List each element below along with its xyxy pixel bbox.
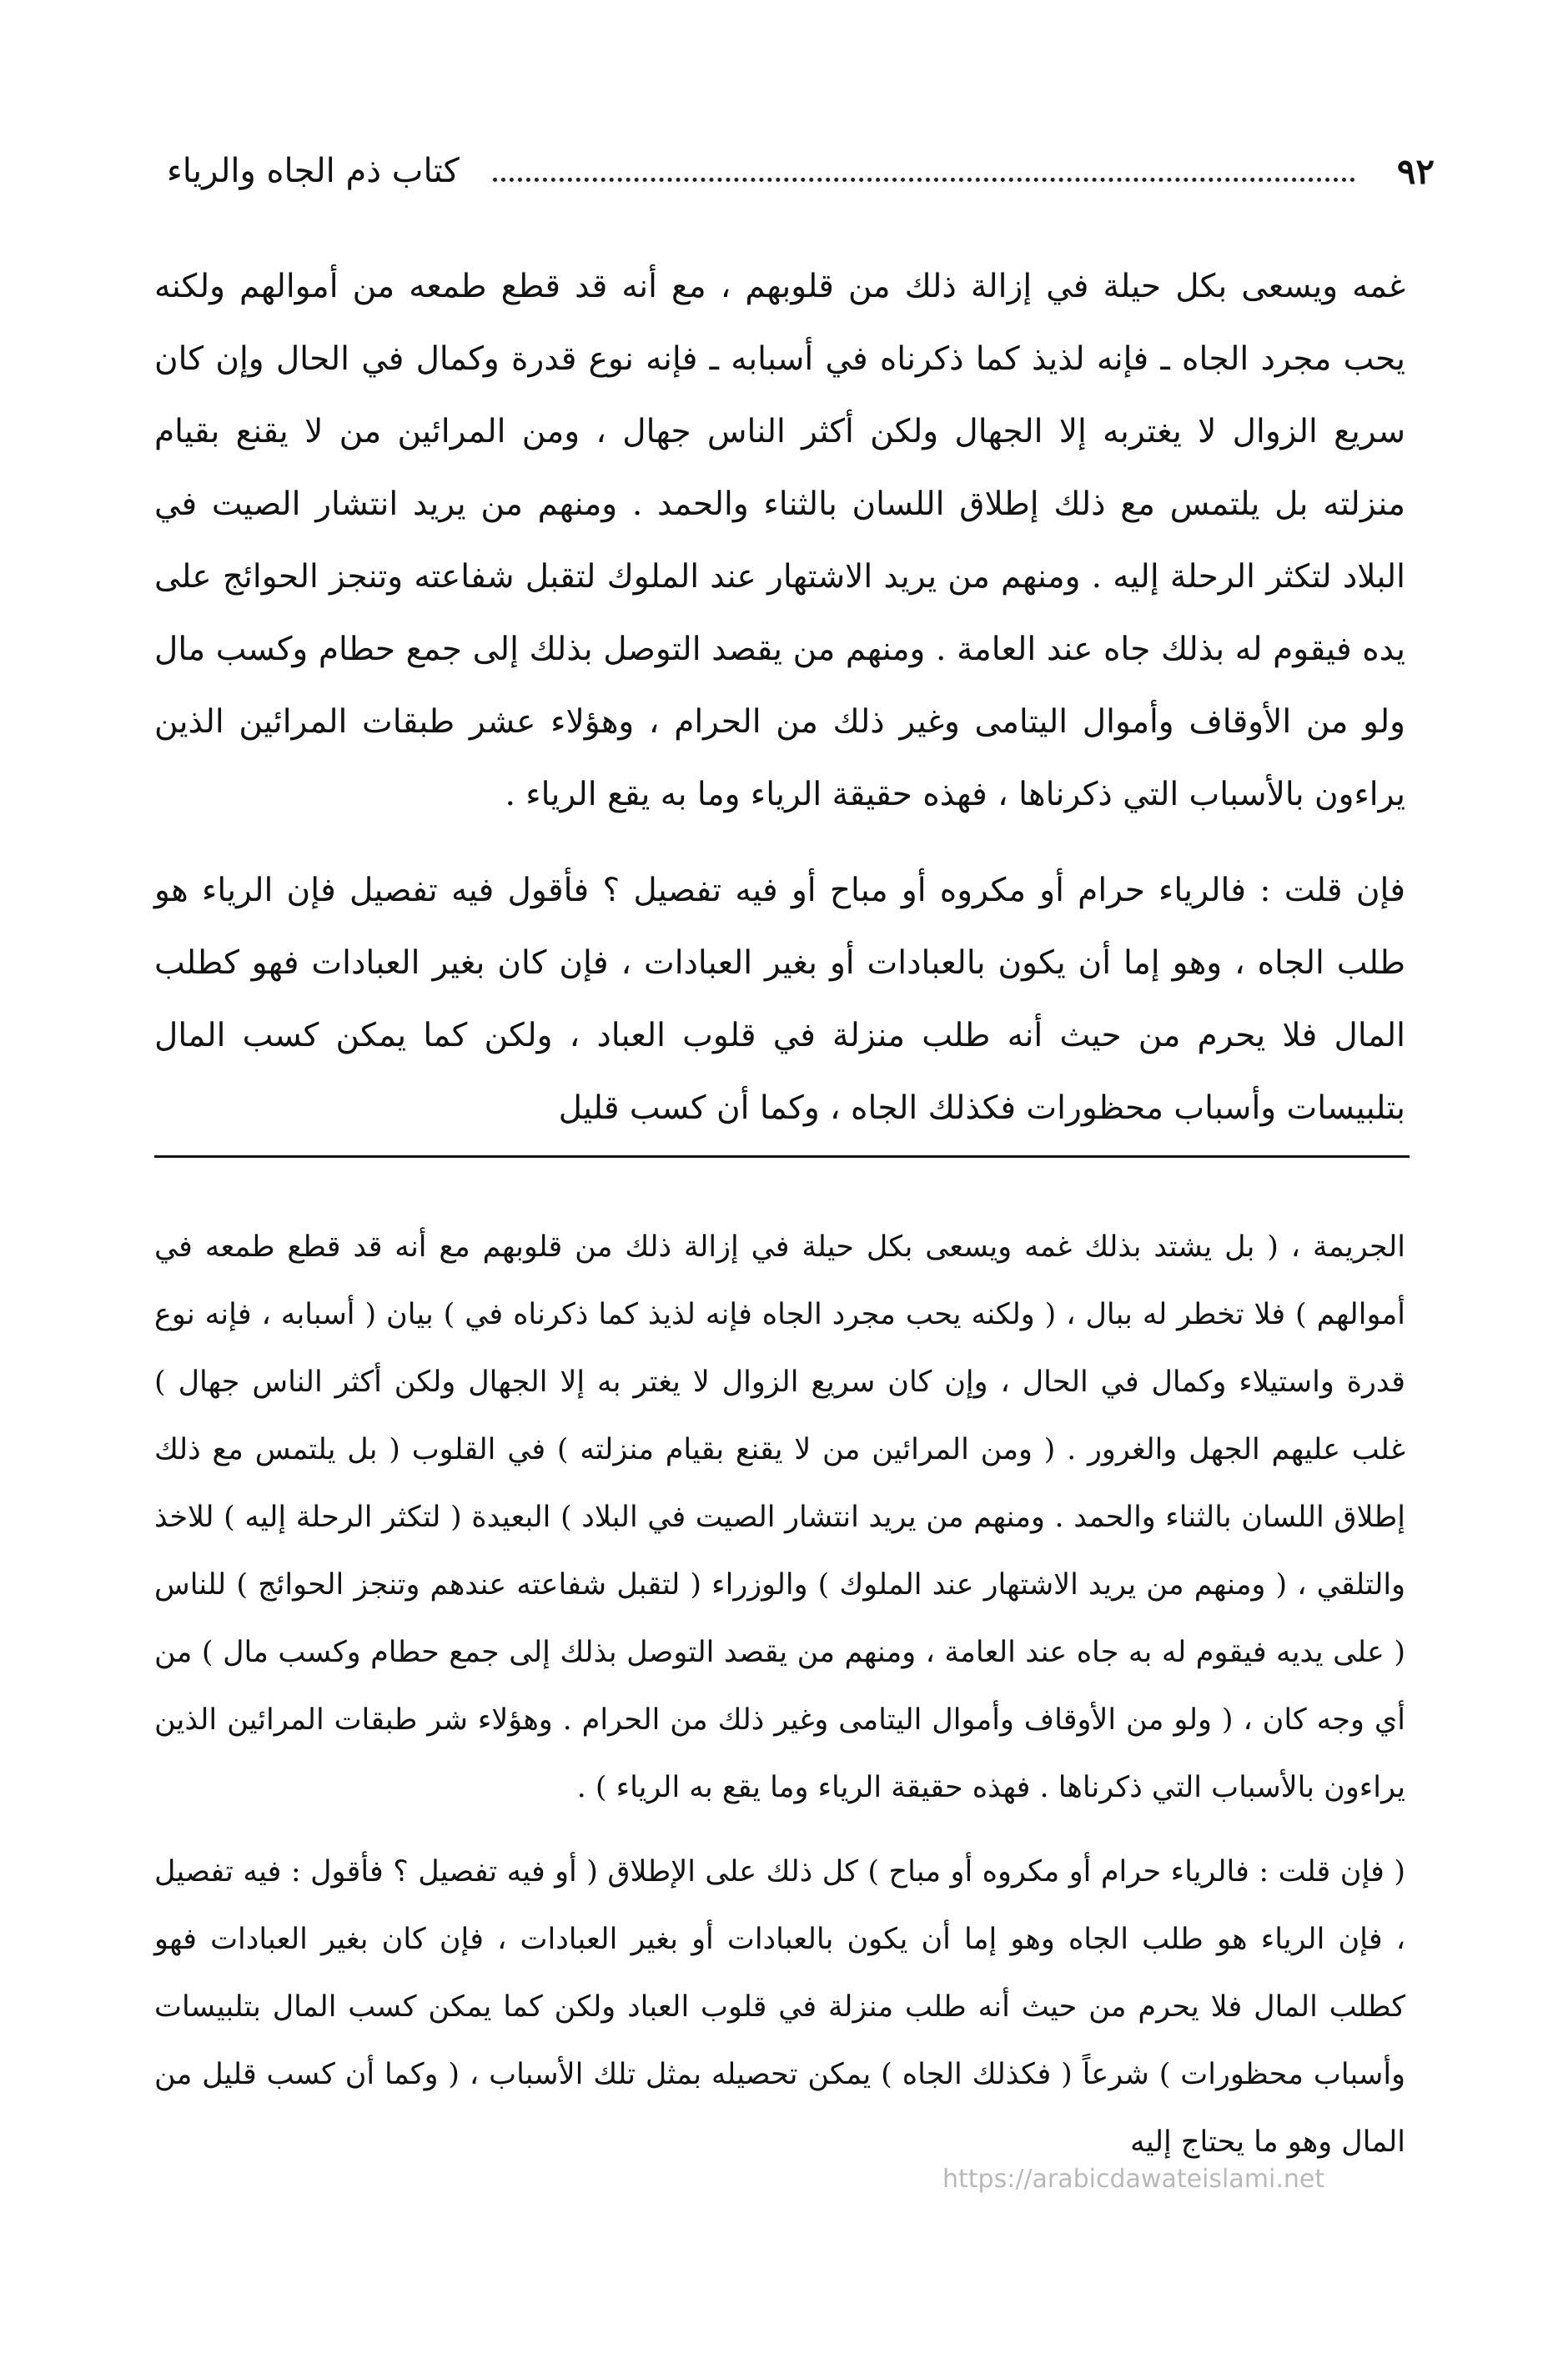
commentary-paragraph-2: ( فإن قلت : فالرياء حرام أو مكروه أو مباح ) كل ذلك على الإطلاق ( أو فيه تفصيل ؟ فأقول : فيه تفصيل ، فإن الرياء هو طلب الجاه وهو إما أن يكون بالعبادات أو بغير العبادات ، فإن كان بغير العبادات فهو كطلب المال فلا يحرم من حيث أنه طلب منزلة في قلوب العباد ولكن كما يمكن كسب المال بتلبيسات وأسباب محظورات ) شرعاً ( فكذلك الجاه ) يمكن تحصيله بمثل تلك الأسباب ، ( وكما أن كسب قليل من المال وهو ما يحتاج إليه bbox=[154, 1855, 1405, 2159]
section-divider bbox=[154, 1155, 1410, 1158]
main-paragraph-1: غمه ويسعى بكل حيلة في إزالة ذلك من قلوبهم ، مع أنه قد قطع طمعه من أموالهم ولكنه يحب مجرد الجاه ـ فإنه لذيذ كما ذكرناه في أسبابه ـ فإنه نوع قدرة وكمال في الحال وإن كان سريع الزوال لا يغتربه إلا الجهال ولكن أكثر الناس جهال ، ومن المرائين من لا يقنع بقيام منزلته بل يلتمس مع ذلك إطلاق اللسان بالثناء والحمد . ومنهم من يريد انتشار الصيت في البلاد لتكثر الرحلة إليه . ومنهم من يريد الاشتهار عند الملوك لتقبل شفاعته وتنجز الحوائج على يده فيقوم له بذلك جاه عند العامة . ومنهم من يقصد التوصل بذلك إلى جمع حطام وكسب مال ولو من الأوقاف وأموال اليتامى وغير ذلك من الحرام ، وهؤلاء عشر طبقات المرائين الذين يراءون بالأسباب التي ذكرناها ، فهذه حقيقة الرياء وما به يقع الرياء . bbox=[154, 268, 1405, 813]
watermark-url: https://arabicdawateislami.net bbox=[942, 2165, 1325, 2194]
main-text bbox=[154, 250, 1405, 1168]
header-dotted-leader bbox=[493, 178, 1355, 182]
commentary-text bbox=[154, 1214, 1405, 2193]
commentary-paragraph-1: الجريمة ، ( بل يشتد بذلك غمه ويسعى بكل حيلة في إزالة ذلك من قلوبهم مع أنه قد قطع طمعه في أموالهم ) فلا تخطر له ببال ، ( ولكنه يحب مجرد الجاه فإنه لذيذ كما ذكرناه في ) بيان ( أسبابه ، فإنه نوع قدرة واستيلاء وكمال في الحال ، وإن كان سريع الزوال لا يغتر به إلا الجهال ولكن أكثر الناس جهال ) غلب عليهم الجهل والغرور . ( ومن المرائين من لا يقنع بقيام منزلته ) في القلوب ( بل يلتمس مع ذلك إطلاق اللسان بالثناء والحمد . ومنهم من يريد انتشار الصيت في البلاد ) البعيدة ( لتكثر الرحلة إليه ) للاخذ والتلقي ، ( ومنهم من يريد الاشتهار عند الملوك ) والوزراء ( لتقبل شفاعته عندهم وتنجز الحوائج ) للناس ( على يديه فيقوم له به جاه عند العامة ، ومنهم من يقصد التوصل بذلك إلى جمع حطام وكسب مال ) من أي وجه كان ، ( ولو من الأوقاف وأموال اليتامى وغير ذلك من الحرام . وهؤلاء شر طبقات المرائين الذين يراءون بالأسباب التي ذكرناها . فهذه حقيقة الرياء وما يقع به الرياء ) . bbox=[154, 1230, 1405, 1804]
main-paragraph-2: فإن قلت : فالرياء حرام أو مكروه أو مباح أو فيه تفصيل ؟ فأقول فيه تفصيل فإن الرياء هو طلب الجاه ، وهو إما أن يكون بالعبادات أو بغير العبادات ، فإن كان بغير العبادات فهو كطلب المال فلا يحرم من حيث أنه طلب منزلة في قلوب العباد ، ولكن كما يمكن كسب المال بتلبيسات وأسباب محظورات فكذلك الجاه ، وكما أن كسب قليل bbox=[154, 872, 1405, 1127]
page-number: ٩٢ bbox=[1396, 150, 1435, 192]
book-title: كتاب ذم الجاه والرياء bbox=[167, 152, 460, 190]
running-header bbox=[167, 142, 1435, 200]
